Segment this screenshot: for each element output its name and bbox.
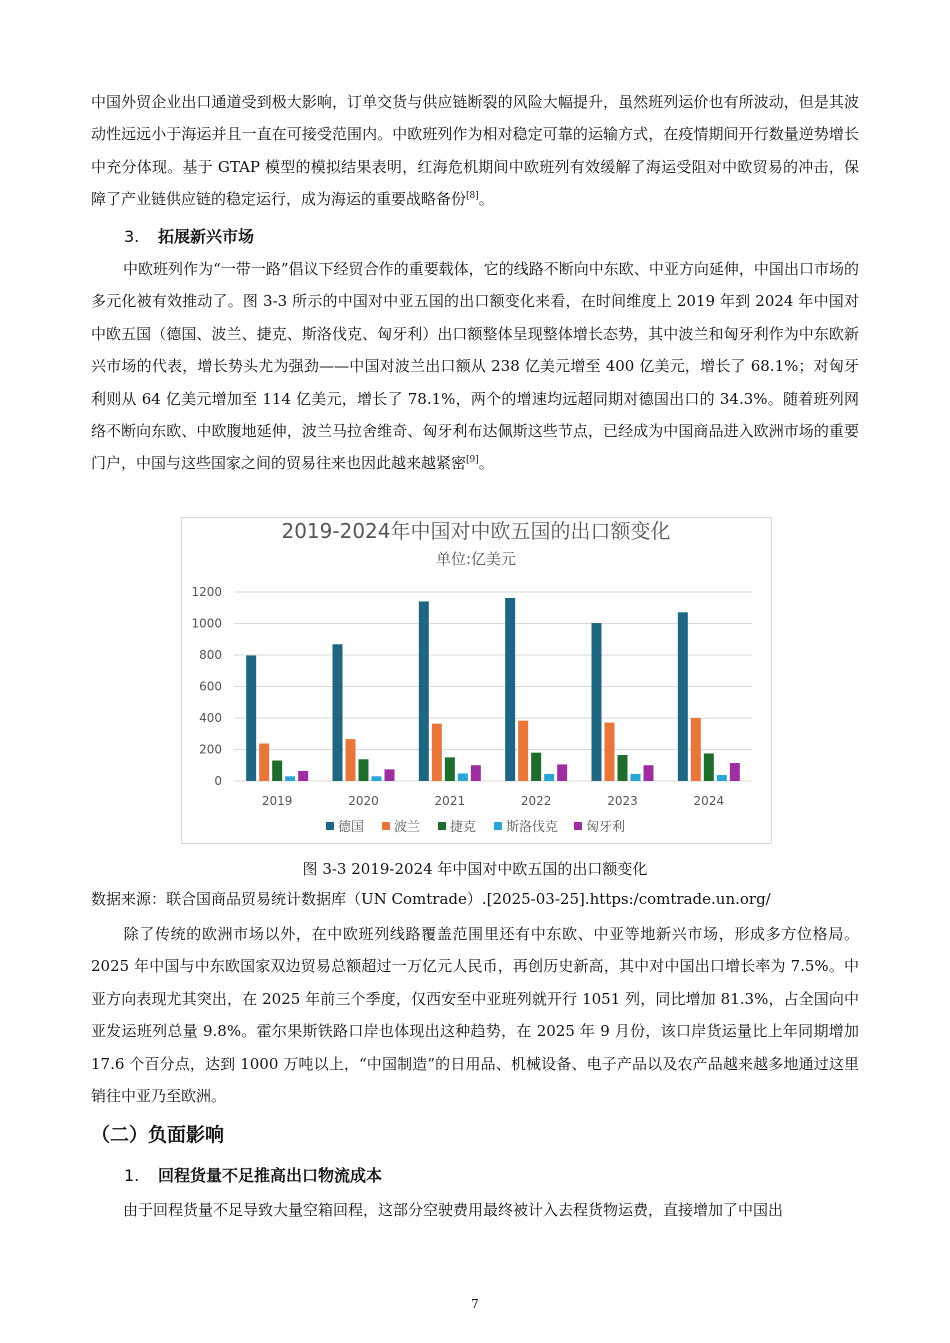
bar-匈牙利-2024 <box>730 763 740 781</box>
citation-9[interactable]: [9] <box>466 455 479 466</box>
paragraph-3: 除了传统的欧洲市场以外，在中欧班列线路覆盖范围里还有中东欧、中亚等地新兴市场，形成多方位格局。2025 年中国与中东欧国家双边贸易总额超过一万亿元人民币，再创历史新高，其中对中国出口增长率为 7.5%。中亚方向表现尤其突出，在 2025 年前三个季度，仅西安至中亚班列就开行 1051 列，同比增加 81.3%，占全国向中亚发运班列总量 9.8%。霍尔果斯铁路口岸也体现出这种趋势，在 2025 年 9 月份，该口岸货运量比上年同期增加 17.6 个百分点，达到 1000 万吨以上，“中国制造”的日用品、机械设备、电子产品以及农产品越来越多地通过这里销往中亚乃至欧洲。 <box>91 925 859 1106</box>
chart-svg <box>182 518 771 843</box>
bar-德国-2019 <box>246 655 256 781</box>
chart-subtitle: 单位:亿美元 <box>435 550 517 568</box>
bar-德国-2020 <box>333 644 343 781</box>
paragraph-2: 中欧班列作为“一带一路”倡议下经贸合作的重要载体，它的线路不断向中东欧、中亚方向延伸，中国出口市场的多元化被有效推动了。图 3-3 所示的中国对中亚五国的出口额变化来看，在时间维度上 2019 年到 2024 年中国对中欧五国（德国、波兰、捷克、斯洛伐克、匈牙利）出口额整体呈现整体增长态势，其中波兰和匈牙利作为中东欧新兴市场的代表，增长势头尤为强劲——中国对波兰出口额从 238 亿美元增至 400 亿美元，增长了 68.1%；对匈牙利则从 64 亿美元增加至 114 亿美元，增长了 78.1%，两个的增速均远超同期对德国出口的 34.3%。随着班列网络不断向东欧、中欧腹地延伸，波兰马拉舍维奇、匈牙利布达佩斯这些节点，已经成为中国商品进入欧洲市场的重要门户，中国与这些国家之间的贸易往来也因此越来越紧密[9]。 <box>91 260 859 473</box>
x-tick-label: 2019 <box>261 794 293 808</box>
bar-德国-2021 <box>419 601 429 781</box>
y-tick-label: 600 <box>199 679 222 694</box>
legend-swatch <box>382 822 390 830</box>
bar-德国-2024 <box>678 612 688 781</box>
heading-number: 1. <box>124 1166 140 1185</box>
citation-8[interactable]: [8] <box>466 191 479 202</box>
bar-斯洛伐克-2020 <box>372 776 382 781</box>
bar-波兰-2023 <box>605 723 615 781</box>
legend-swatch <box>494 822 502 830</box>
bar-捷克-2019 <box>272 761 282 781</box>
y-tick-label: 200 <box>199 742 222 757</box>
legend-label: 斯洛伐克 <box>506 820 559 835</box>
bar-匈牙利-2020 <box>385 769 395 781</box>
y-tick-label: 400 <box>199 711 222 725</box>
x-tick-label: 2022 <box>520 794 552 808</box>
bar-斯洛伐克-2019 <box>285 776 295 781</box>
bar-德国-2023 <box>592 623 602 781</box>
x-tick-label: 2021 <box>434 794 466 808</box>
bar-匈牙利-2023 <box>644 765 654 781</box>
bar-匈牙利-2019 <box>298 771 308 781</box>
y-tick-label: 800 <box>199 648 222 662</box>
x-tick-label: 2023 <box>607 794 638 808</box>
data-source: 数据来源：联合国商品贸易统计数据库（UN Comtrade）.[2025-03-25].https:/comtrade.un.org/ <box>91 890 771 908</box>
legend-swatch <box>326 822 334 830</box>
bar-捷克-2021 <box>445 757 455 781</box>
x-tick-label: 2024 <box>693 794 725 808</box>
page-number: 7 <box>471 1297 479 1311</box>
legend-label: 匈牙利 <box>586 820 626 835</box>
section-heading-2: （二）负面影响 <box>91 1124 225 1146</box>
legend-swatch <box>574 822 582 830</box>
legend-label: 德国 <box>338 820 365 835</box>
legend-label: 波兰 <box>394 820 421 835</box>
bar-波兰-2020 <box>346 739 356 781</box>
bar-捷克-2023 <box>618 755 628 781</box>
heading-text: 拓展新兴市场 <box>158 227 255 246</box>
y-tick-label: 1200 <box>191 585 222 599</box>
bar-波兰-2024 <box>691 718 701 781</box>
bar-斯洛伐克-2022 <box>544 774 554 781</box>
legend-swatch <box>438 822 446 830</box>
y-tick-label: 1000 <box>191 616 222 631</box>
bar-捷克-2022 <box>531 753 541 781</box>
bar-匈牙利-2021 <box>471 765 481 781</box>
legend-label: 捷克 <box>450 820 477 835</box>
section-heading-3 <box>124 224 254 247</box>
x-tick-label: 2020 <box>348 794 379 808</box>
bar-捷克-2020 <box>359 759 369 781</box>
bar-德国-2022 <box>505 598 515 781</box>
figure-caption: 图 3-3 2019-2024 年中国对中欧五国的出口额变化 <box>302 860 648 878</box>
paragraph-4: 由于回程货量不足导致大量空箱回程，这部分空驶费用最终被计入去程货物运费，直接增加了中国出 <box>123 1201 784 1219</box>
heading-text: 回程货量不足推高出口物流成本 <box>158 1166 383 1185</box>
bar-斯洛伐克-2024 <box>717 775 727 781</box>
y-tick-label: 0 <box>214 774 222 788</box>
bar-chart <box>181 517 772 844</box>
bar-捷克-2024 <box>704 753 714 781</box>
chart-title: 2019-2024年中国对中欧五国的出口额变化 <box>281 519 671 543</box>
bar-匈牙利-2022 <box>557 764 567 781</box>
bar-波兰-2021 <box>432 724 442 781</box>
bar-波兰-2022 <box>518 721 528 781</box>
section-heading-1 <box>124 1163 382 1186</box>
paragraph-1: 中国外贸企业出口通道受到极大影响，订单交货与供应链断裂的风险大幅提升，虽然班列运价也有所波动，但是其波动性远远小于海运并且一直在可接受范围内。中欧班列作为相对稳定可靠的运输方式，在疫情期间开行数量逆势增长中充分体现。基于 GTAP 模型的模拟结果表明，红海危机期间中欧班列有效缓解了海运受阻对中欧贸易的冲击，保障了产业链供应链的稳定运行，成为海运的重要战略备份[8]。 <box>91 93 859 209</box>
heading-number: 3. <box>124 227 140 246</box>
bar-波兰-2019 <box>259 744 269 781</box>
bar-斯洛伐克-2021 <box>458 773 468 781</box>
bar-斯洛伐克-2023 <box>631 774 641 781</box>
